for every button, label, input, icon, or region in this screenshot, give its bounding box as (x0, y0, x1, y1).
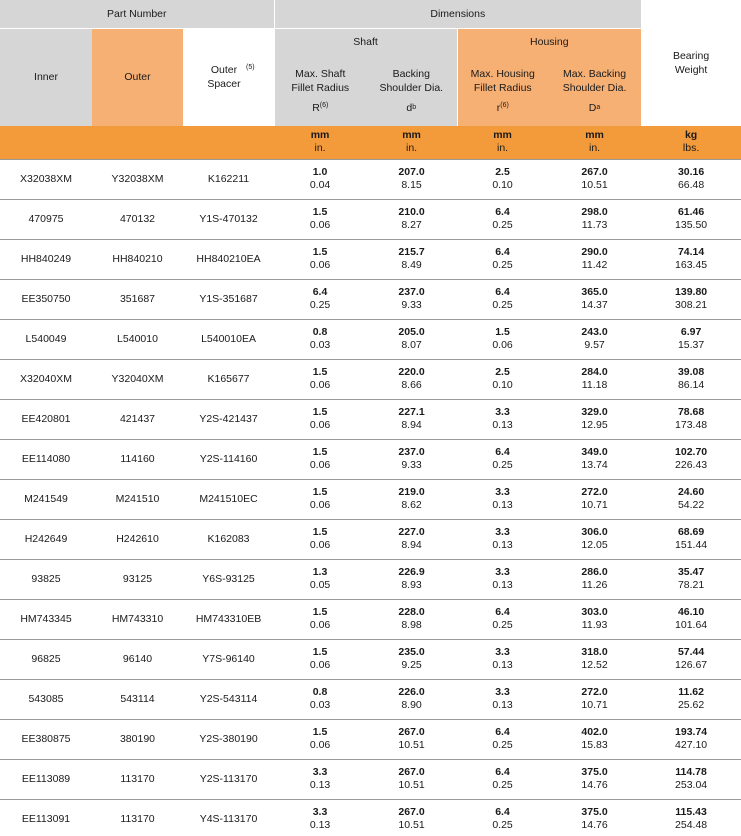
shaft-backing-cell: 226.0 8.90 (366, 679, 457, 719)
shaft-backing-header (366, 56, 457, 126)
weight-cell: 57.44 126.67 (641, 639, 741, 679)
shaft-backing-cell: 215.7 8.49 (366, 239, 457, 279)
inner-part-cell: EE380875 (0, 719, 92, 759)
units-cell-spacer (183, 126, 274, 159)
shaft-fillet-cell: 1.5 0.06 (274, 439, 366, 479)
weight-cell: 24.60 54.22 (641, 479, 741, 519)
outer-spacer-cell: Y7S-96140 (183, 639, 274, 679)
table-row (0, 479, 741, 519)
bearing-weight-header (641, 0, 741, 126)
weight-cell: 39.08 86.14 (641, 359, 741, 399)
shaft-backing-cell: 267.0 10.51 (366, 799, 457, 836)
outer-spacer-cell: Y1S-351687 (183, 279, 274, 319)
outer-spacer-cell: Y2S-380190 (183, 719, 274, 759)
weight-cell: 193.74 427.10 (641, 719, 741, 759)
table-row (0, 399, 741, 439)
table-row (0, 439, 741, 479)
housing-backing-cell: 272.0 10.71 (548, 679, 641, 719)
shaft-fillet-cell: 0.8 0.03 (274, 319, 366, 359)
inner-part-cell: HM743345 (0, 599, 92, 639)
shaft-fillet-cell: 1.5 0.06 (274, 199, 366, 239)
shaft-backing-cell: 205.0 8.07 (366, 319, 457, 359)
outer-part-cell: HM743310 (92, 599, 183, 639)
outer-spacer-cell: HM743310EB (183, 599, 274, 639)
outer-spacer-header (183, 28, 274, 126)
shaft-fillet-cell: 1.5 0.06 (274, 479, 366, 519)
shaft-backing-cell: 226.9 8.93 (366, 559, 457, 599)
outer-part-cell: M241510 (92, 479, 183, 519)
shaft-backing-cell: 219.0 8.62 (366, 479, 457, 519)
weight-cell: 115.43 254.48 (641, 799, 741, 836)
outer-spacer-cell: K165677 (183, 359, 274, 399)
outer-spacer-cell: Y2S-113170 (183, 759, 274, 799)
housing-fillet-cell: 2.5 0.10 (457, 359, 548, 399)
outer-part-cell: Y32038XM (92, 159, 183, 199)
inner-part-cell: L540049 (0, 319, 92, 359)
units-cell-outer (92, 126, 183, 159)
inner-part-cell: EE113091 (0, 799, 92, 836)
outer-part-cell: 351687 (92, 279, 183, 319)
table-row (0, 519, 741, 559)
housing-fillet-cell: 6.4 0.25 (457, 719, 548, 759)
part-number-header: Part Number (0, 0, 274, 28)
outer-part-cell: 113170 (92, 799, 183, 836)
housing-backing-label: Max. Backing Shoulder Dia. (562, 68, 627, 94)
outer-part-cell: 113170 (92, 759, 183, 799)
housing-backing-header (548, 56, 641, 126)
inner-part-cell: 470975 (0, 199, 92, 239)
inner-part-cell: EE114080 (0, 439, 92, 479)
housing-backing-cell: 284.0 11.18 (548, 359, 641, 399)
outer-spacer-cell: M241510EC (183, 479, 274, 519)
shaft-fillet-cell: 3.3 0.13 (274, 759, 366, 799)
housing-fillet-cell: 3.3 0.13 (457, 479, 548, 519)
housing-fillet-cell: 3.3 0.13 (457, 519, 548, 559)
housing-fillet-cell: 6.4 0.25 (457, 759, 548, 799)
outer-part-cell: 470132 (92, 199, 183, 239)
housing-fillet-symbol: $r^{(6)}$ (496, 102, 509, 114)
shaft-backing-cell: 228.0 8.98 (366, 599, 457, 639)
inner-part-cell: X32040XM (0, 359, 92, 399)
inner-part-cell: EE420801 (0, 399, 92, 439)
weight-cell: 61.46 135.50 (641, 199, 741, 239)
weight-cell: 102.70 226.43 (641, 439, 741, 479)
shaft-backing-symbol: db (406, 102, 417, 114)
table-row (0, 239, 741, 279)
housing-fillet-cell: 6.4 0.25 (457, 599, 548, 639)
outer-part-cell: 114160 (92, 439, 183, 479)
table-row (0, 559, 741, 599)
shaft-backing-cell: 267.0 10.51 (366, 719, 457, 759)
shaft-fillet-cell: 6.4 0.25 (274, 279, 366, 319)
housing-fillet-cell: 6.4 0.25 (457, 799, 548, 836)
outer-spacer-cell: K162083 (183, 519, 274, 559)
housing-backing-cell: 329.0 12.95 (548, 399, 641, 439)
housing-backing-cell: 375.0 14.76 (548, 759, 641, 799)
housing-fillet-cell: 6.4 0.25 (457, 239, 548, 279)
weight-cell: 78.68 173.48 (641, 399, 741, 439)
outer-part-cell: 380190 (92, 719, 183, 759)
shaft-fillet-cell: 1.5 0.06 (274, 639, 366, 679)
table-row (0, 599, 741, 639)
shaft-fillet-cell: 3.3 0.13 (274, 799, 366, 836)
table-row (0, 359, 741, 399)
shaft-backing-label: Backing Shoulder Dia. (379, 68, 444, 94)
outer-spacer-cell: Y4S-113170 (183, 799, 274, 836)
shaft-backing-cell: 210.0 8.27 (366, 199, 457, 239)
shaft-fillet-cell: 1.5 0.06 (274, 519, 366, 559)
housing-fillet-cell: 3.3 0.13 (457, 399, 548, 439)
housing-backing-cell: 243.0 9.57 (548, 319, 641, 359)
shaft-fillet-cell: 1.3 0.05 (274, 559, 366, 599)
shaft-backing-cell: 237.0 9.33 (366, 279, 457, 319)
table-row (0, 759, 741, 799)
housing-backing-cell: 286.0 11.26 (548, 559, 641, 599)
units-cell-inner (0, 126, 92, 159)
bearing-weight-label: Bearing Weight (672, 50, 710, 76)
dimensions-header: Dimensions (274, 0, 641, 28)
housing-fillet-cell: 1.5 0.06 (457, 319, 548, 359)
shaft-backing-cell: 207.0 8.15 (366, 159, 457, 199)
shaft-fillet-cell: 1.5 0.06 (274, 359, 366, 399)
housing-backing-cell: 306.0 12.05 (548, 519, 641, 559)
outer-spacer-cell: L540010EA (183, 319, 274, 359)
weight-cell: 139.80 308.21 (641, 279, 741, 319)
outer-part-cell: Y32040XM (92, 359, 183, 399)
units-cell-weight: kg lbs. (641, 126, 741, 159)
housing-backing-cell: 267.0 10.51 (548, 159, 641, 199)
inner-part-cell: HH840249 (0, 239, 92, 279)
shaft-backing-cell: 235.0 9.25 (366, 639, 457, 679)
table-row (0, 199, 741, 239)
outer-part-cell: 543114 (92, 679, 183, 719)
inner-part-cell: EE113089 (0, 759, 92, 799)
table-row (0, 719, 741, 759)
inner-header: Inner (0, 28, 92, 126)
housing-header: Housing (457, 28, 641, 56)
shaft-backing-cell: 227.1 8.94 (366, 399, 457, 439)
housing-fillet-cell: 2.5 0.10 (457, 159, 548, 199)
housing-fillet-cell: 3.3 0.13 (457, 679, 548, 719)
weight-cell: 11.62 25.62 (641, 679, 741, 719)
weight-cell: 30.16 66.48 (641, 159, 741, 199)
housing-fillet-cell: 6.4 0.25 (457, 279, 548, 319)
housing-fillet-cell: 6.4 0.25 (457, 199, 548, 239)
housing-backing-cell: 318.0 12.52 (548, 639, 641, 679)
shaft-backing-cell: 267.0 10.51 (366, 759, 457, 799)
outer-part-cell: 421437 (92, 399, 183, 439)
housing-backing-cell: 298.0 11.73 (548, 199, 641, 239)
shaft-fillet-header (274, 56, 366, 126)
outer-part-cell: 93125 (92, 559, 183, 599)
housing-fillet-cell: 3.3 0.13 (457, 639, 548, 679)
housing-fillet-label: Max. Housing Fillet Radius (470, 68, 535, 94)
shaft-backing-cell: 237.0 9.33 (366, 439, 457, 479)
housing-backing-cell: 290.0 11.42 (548, 239, 641, 279)
table-row (0, 279, 741, 319)
housing-backing-cell: 272.0 10.71 (548, 479, 641, 519)
outer-part-cell: H242610 (92, 519, 183, 559)
housing-fillet-cell: 6.4 0.25 (457, 439, 548, 479)
weight-cell: 6.97 15.37 (641, 319, 741, 359)
units-row (0, 126, 741, 159)
shaft-fillet-cell: 0.8 0.03 (274, 679, 366, 719)
shaft-fillet-cell: 1.5 0.06 (274, 599, 366, 639)
housing-fillet-header (457, 56, 548, 126)
housing-backing-cell: 303.0 11.93 (548, 599, 641, 639)
housing-backing-cell: 402.0 15.83 (548, 719, 641, 759)
inner-part-cell: 543085 (0, 679, 92, 719)
shaft-fillet-symbol: $R^{(6)}$ (312, 102, 329, 114)
inner-part-cell: 96825 (0, 639, 92, 679)
outer-spacer-cell: Y6S-93125 (183, 559, 274, 599)
inner-part-cell: 93825 (0, 559, 92, 599)
inner-part-cell: X32038XM (0, 159, 92, 199)
table-row (0, 159, 741, 199)
units-cell-housing-backing: mm in. (548, 126, 641, 159)
shaft-header: Shaft (274, 28, 457, 56)
housing-backing-cell: 375.0 14.76 (548, 799, 641, 836)
shaft-fillet-cell: 1.5 0.06 (274, 719, 366, 759)
inner-part-cell: EE350750 (0, 279, 92, 319)
shaft-fillet-cell: 1.0 0.04 (274, 159, 366, 199)
weight-cell: 35.47 78.21 (641, 559, 741, 599)
outer-spacer-cell: K162211 (183, 159, 274, 199)
outer-part-cell: HH840210 (92, 239, 183, 279)
housing-fillet-cell: 3.3 0.13 (457, 559, 548, 599)
weight-cell: 46.10 101.64 (641, 599, 741, 639)
shaft-backing-cell: 227.0 8.94 (366, 519, 457, 559)
inner-part-cell: M241549 (0, 479, 92, 519)
outer-spacer-cell: Y1S-470132 (183, 199, 274, 239)
units-cell-housing-fillet: mm in. (457, 126, 548, 159)
units-cell-shaft-fillet: mm in. (274, 126, 366, 159)
housing-backing-cell: 365.0 14.37 (548, 279, 641, 319)
weight-cell: 74.14 163.45 (641, 239, 741, 279)
table-row (0, 799, 741, 836)
shaft-fillet-cell: 1.5 0.06 (274, 399, 366, 439)
outer-spacer-cell: Y2S-114160 (183, 439, 274, 479)
units-cell-shaft-backing: mm in. (366, 126, 457, 159)
outer-spacer-cell: HH840210EA (183, 239, 274, 279)
shaft-fillet-label: Max. Shaft Fillet Radius (291, 68, 350, 94)
outer-spacer-cell: Y2S-543114 (183, 679, 274, 719)
outer-spacer-note: (5) (245, 64, 255, 72)
table-row (0, 679, 741, 719)
weight-cell: 68.69 151.44 (641, 519, 741, 559)
weight-cell: 114.78 253.04 (641, 759, 741, 799)
outer-part-cell: 96140 (92, 639, 183, 679)
inner-part-cell: H242649 (0, 519, 92, 559)
outer-spacer-label: Outer Spacer (207, 64, 241, 91)
outer-header: Outer (92, 28, 183, 126)
housing-backing-cell: 349.0 13.74 (548, 439, 641, 479)
table-row (0, 639, 741, 679)
outer-spacer-cell: Y2S-421437 (183, 399, 274, 439)
shaft-backing-cell: 220.0 8.66 (366, 359, 457, 399)
shaft-fillet-cell: 1.5 0.06 (274, 239, 366, 279)
housing-backing-symbol: Da (588, 102, 601, 114)
table-row (0, 319, 741, 359)
outer-part-cell: L540010 (92, 319, 183, 359)
